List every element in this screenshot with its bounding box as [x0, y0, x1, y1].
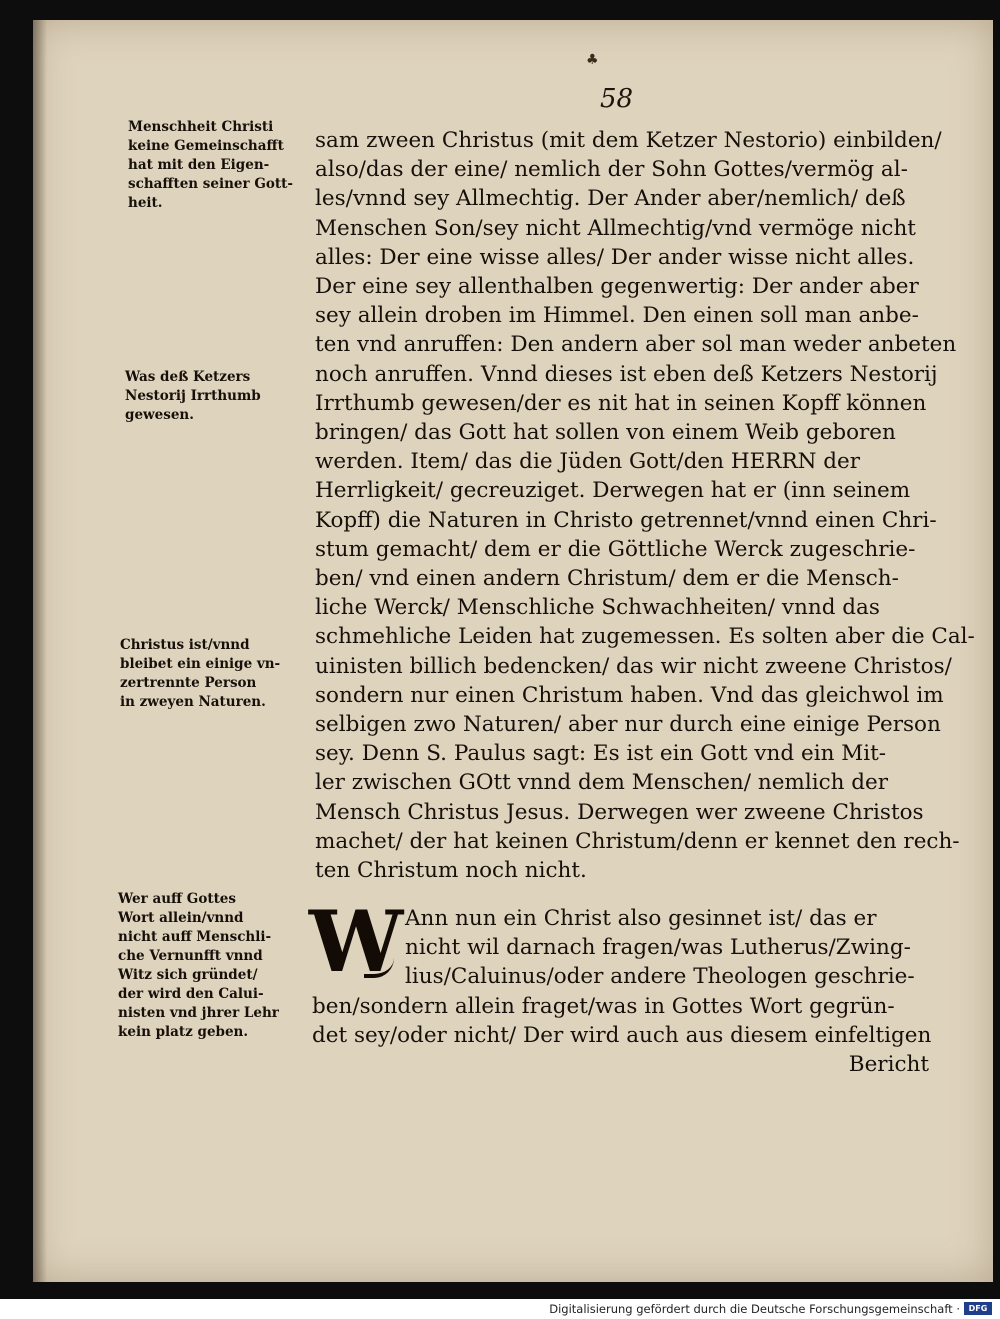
marginal-line: hat mit den Eigen- [128, 157, 270, 173]
text-line: uinisten billich bedencken/ das wir nicht zweene Christos/ [315, 653, 952, 679]
text-line: ler zwischen GOtt vnnd dem Menschen/ nemlich der [315, 770, 889, 796]
marginal-line: Wer auff Gottes [118, 891, 236, 907]
text-line: Mensch Christus Jesus. Derwegen wer zweene Christos [315, 799, 924, 825]
marginal-line: Nestorij Irrthumb [125, 388, 261, 404]
text-line: ten Christum noch nicht. [315, 858, 587, 884]
digitization-footer [0, 1299, 1000, 1319]
marginal-note-1 [128, 118, 303, 213]
marginal-line: gewesen. [125, 407, 194, 423]
text-line: Der eine sey allenthalben gegenwertig: Der ander aber [315, 274, 919, 300]
marginal-line: zertrennte Person [120, 675, 257, 691]
initial-letter: W [308, 892, 404, 991]
text-line: noch anruffen. Vnnd dieses ist eben deß Ketzers Nestorij [315, 361, 938, 387]
paragraph-continuation [312, 992, 937, 1080]
marginal-line: Witz sich gründet/ [118, 967, 258, 983]
dfg-logo-icon: DFG [964, 1302, 992, 1315]
ornament-mark: ♣ [586, 52, 599, 68]
marginal-line: bleibet ein einige vn- [120, 656, 281, 672]
text-line: Irrthumb gewesen/der es nit hat in seinen Kopff können [315, 390, 927, 416]
catchword: Bericht [848, 1052, 929, 1078]
marginal-note-3 [120, 636, 300, 712]
marginal-note-4 [118, 890, 303, 1042]
marginal-line: nisten vnd jhrer Lehr [118, 1005, 279, 1021]
marginal-line: kein platz geben. [118, 1024, 249, 1040]
text-line: also/das der eine/ nemlich der Sohn Gottes/vermög al- [315, 157, 908, 183]
gutter-shadow [33, 20, 47, 1282]
marginal-line: Menschheit Christi [128, 119, 274, 135]
marginal-line: heit. [128, 195, 163, 211]
marginal-note-2 [125, 368, 305, 425]
text-line: ten vnd anruffen: Den andern aber sol man weder anbeten [315, 332, 957, 358]
text-line: nicht wil darnach fragen/was Lutherus/Zwing- [405, 935, 911, 961]
marginal-line: der wird den Calui- [118, 986, 264, 1002]
text-line: bringen/ das Gott hat sollen von einem Weib geboren [315, 420, 896, 446]
text-line: liche Werck/ Menschliche Schwachheiten/ vnnd das [315, 595, 880, 621]
marginal-line: nicht auff Menschli- [118, 929, 272, 945]
marginal-line: che Vernunfft vnnd [118, 948, 263, 964]
text-line: machet/ der hat keinen Christum/denn er kennet den rech- [315, 828, 960, 854]
marginal-line: in zweyen Naturen. [120, 694, 266, 710]
text-line: selbigen zwo Naturen/ aber nur durch eine einige Person [315, 712, 941, 738]
marginal-line: schafften seiner Gott- [128, 176, 293, 192]
text-line: Herrligkeit/ gecreuziget. Derwegen hat er (inn seinem [315, 478, 911, 504]
funding-notice: Digitalisierung gefördert durch die Deutsche Forschungsgemeinschaft · [549, 1302, 960, 1316]
text-line: Ann nun ein Christ also gesinnet ist/ das er [405, 906, 877, 931]
text-line: ben/ vnd einen andern Christum/ dem er die Mensch- [315, 566, 899, 592]
text-line: sey. Denn S. Paulus sagt: Es ist ein Gott vnd ein Mit- [315, 741, 887, 767]
text-line: stum gemacht/ dem er die Göttliche Werck zugeschrie- [315, 536, 916, 562]
text-line: sam zween Christus (mit dem Ketzer Nestorio) einbilden/ [315, 128, 942, 153]
page-number: 58 [600, 84, 634, 114]
text-line: ben/sondern allein fraget/was in Gottes Wort gegrün- [312, 994, 895, 1019]
initial-paragraph-lines [405, 904, 935, 992]
text-line: det sey/oder nicht/ Der wird auch aus diesem einfeltigen [312, 1023, 932, 1049]
text-line: lius/Caluinus/oder andere Theologen geschrie- [405, 964, 915, 990]
marginal-line: Christus ist/vnnd [120, 637, 250, 653]
marginal-line: Was deß Ketzers [125, 369, 251, 385]
text-line: sondern nur einen Christum haben. Vnd das gleichwol im [315, 682, 944, 708]
text-line: Menschen Son/sey nicht Allmechtig/vnd vermöge nicht [315, 215, 916, 241]
text-line: alles: Der eine wisse alles/ Der ander wisse nicht alles. [315, 244, 915, 270]
text-line: Kopff) die Naturen in Christo getrennet/vnnd einen Chri- [315, 507, 937, 533]
text-line: sey allein droben im Himmel. Den einen soll man anbe- [315, 303, 919, 329]
text-line: werden. Item/ das die Jüden Gott/den HERRN der [315, 449, 861, 475]
text-line: schmehliche Leiden hat zugemessen. Es solten aber die Cal- [315, 624, 975, 650]
marginal-line: keine Gemeinschafft [128, 138, 284, 154]
body-text [315, 126, 975, 885]
marginal-line: Wort allein/vnnd [118, 910, 244, 926]
decorated-initial [308, 892, 404, 991]
text-line: les/vnnd sey Allmechtig. Der Ander aber/nemlich/ deß [315, 186, 906, 212]
